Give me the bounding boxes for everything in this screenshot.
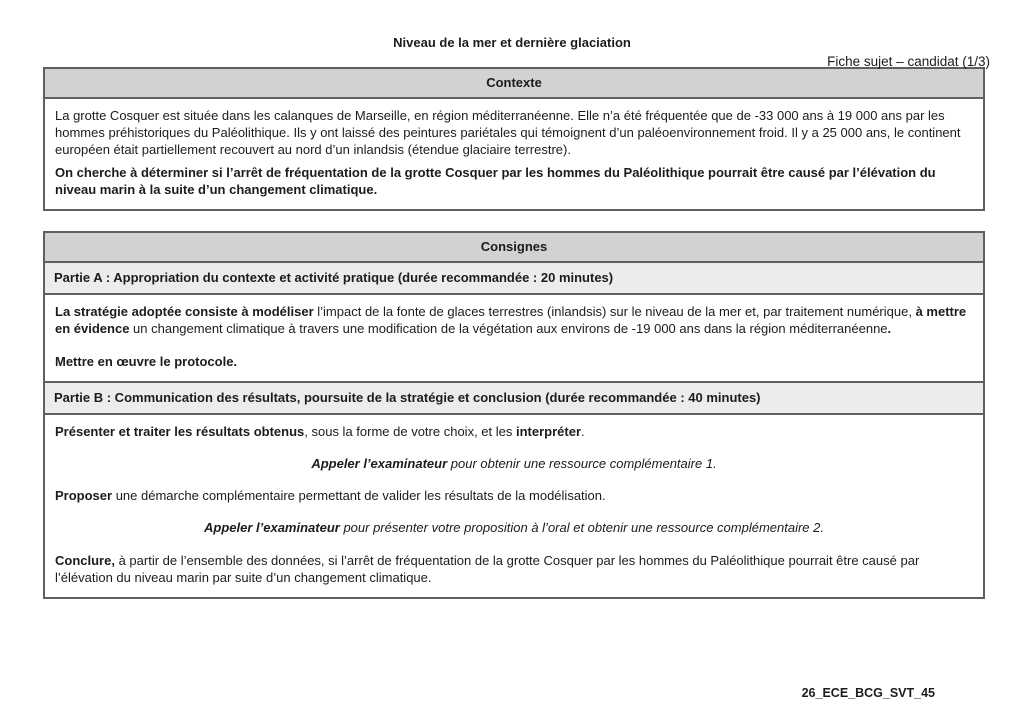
partie-a-content — [45, 293, 983, 381]
call-examiner-1 — [55, 455, 973, 472]
presenter-bold-3: interpréter — [515, 424, 582, 439]
protocole-line: Mettre en œuvre le protocole. — [55, 354, 238, 369]
call-examiner-1-lead: Appeler l’examinateur — [311, 456, 448, 471]
proposer-line — [55, 487, 973, 504]
strategie-paragraph — [55, 303, 973, 337]
contexte-content — [45, 97, 983, 209]
presenter-bold-1: Présenter et traiter les résultats obtenus — [55, 424, 305, 439]
presenter-text-4: . — [581, 424, 585, 439]
consignes-header: Consignes — [45, 233, 983, 261]
presenter-text-2: , sous la forme de votre choix, et les — [304, 424, 516, 439]
strategie-bold-1: La stratégie adoptée consiste à modéliser — [55, 304, 314, 319]
document-body — [43, 67, 985, 599]
contexte-header: Contexte — [45, 69, 983, 97]
contexte-table — [43, 67, 985, 211]
consignes-table — [43, 231, 985, 599]
strategie-bold-5: . — [887, 321, 892, 336]
call-examiner-2 — [55, 519, 973, 536]
page-subtitle: Fiche sujet – candidat (1/3) — [827, 54, 990, 69]
call-examiner-2-text: pour présenter votre proposition à l’oral et obtenir une ressource complémentaire 2. — [339, 520, 824, 535]
strategie-text-2: l’impact de la fonte de glaces terrestres (inlandsis) sur le niveau de la mer et, par traitement numérique, — [313, 304, 916, 319]
partie-b-header: Partie B : Communication des résultats, poursuite de la stratégie et conclusion (durée recommandée : 40 minutes) — [45, 381, 983, 413]
partie-a-header: Partie A : Appropriation du contexte et activité pratique (durée recommandée : 20 minutes) — [45, 261, 983, 293]
call-examiner-2-lead: Appeler l’examinateur — [204, 520, 340, 535]
page-title: Niveau de la mer et dernière glaciation — [393, 35, 631, 50]
contexte-intro-paragraph: La grotte Cosquer est située dans les calanques de Marseille, en région méditerranéenne. Elle n’a été fréquentée que de -33 000 ans à 19 000 ans par les hommes préhistoriques du Paléolithique. Ils y ont laissé des peintures pariétales qui témoignent d’un paléoenvironnement froid. Il y a 25 000 ans, le continent européen était partiellement recouvert au nord d’un inlandsis (étendue glaciaire terrestre). — [55, 108, 961, 157]
conclure-bold: Conclure, — [55, 553, 115, 568]
proposer-text: une démarche complémentaire permettant de valider les résultats de la modélisation. — [112, 488, 606, 503]
strategie-bold-3: à mettre en évidence — [55, 304, 967, 336]
contexte-problematique-paragraph: On cherche à déterminer si l’arrêt de fréquentation de la grotte Cosquer par les hommes du Paléolithique pourrait être causé par l’élévation du niveau marin à la suite d’un changement climatique. — [55, 165, 936, 197]
conclure-paragraph — [55, 552, 973, 586]
call-examiner-1-text: pour obtenir une ressource complémentaire 1. — [447, 456, 717, 471]
footer-code: 26_ECE_BCG_SVT_45 — [801, 686, 935, 700]
proposer-bold: Proposer — [55, 488, 113, 503]
presenter-line — [55, 423, 973, 440]
partie-b-content — [45, 413, 983, 597]
conclure-text: à partir de l’ensemble des données, si l’arrêt de fréquentation de la grotte Cosquer par les hommes du Paléolithique pourrait être causé par l’élévation du niveau marin par suite d’un changement climatique. — [55, 553, 920, 585]
strategie-text-4: un changement climatique à travers une modification de la végétation aux environs de -19 000 ans dans la région méditerranéenne — [129, 321, 888, 336]
